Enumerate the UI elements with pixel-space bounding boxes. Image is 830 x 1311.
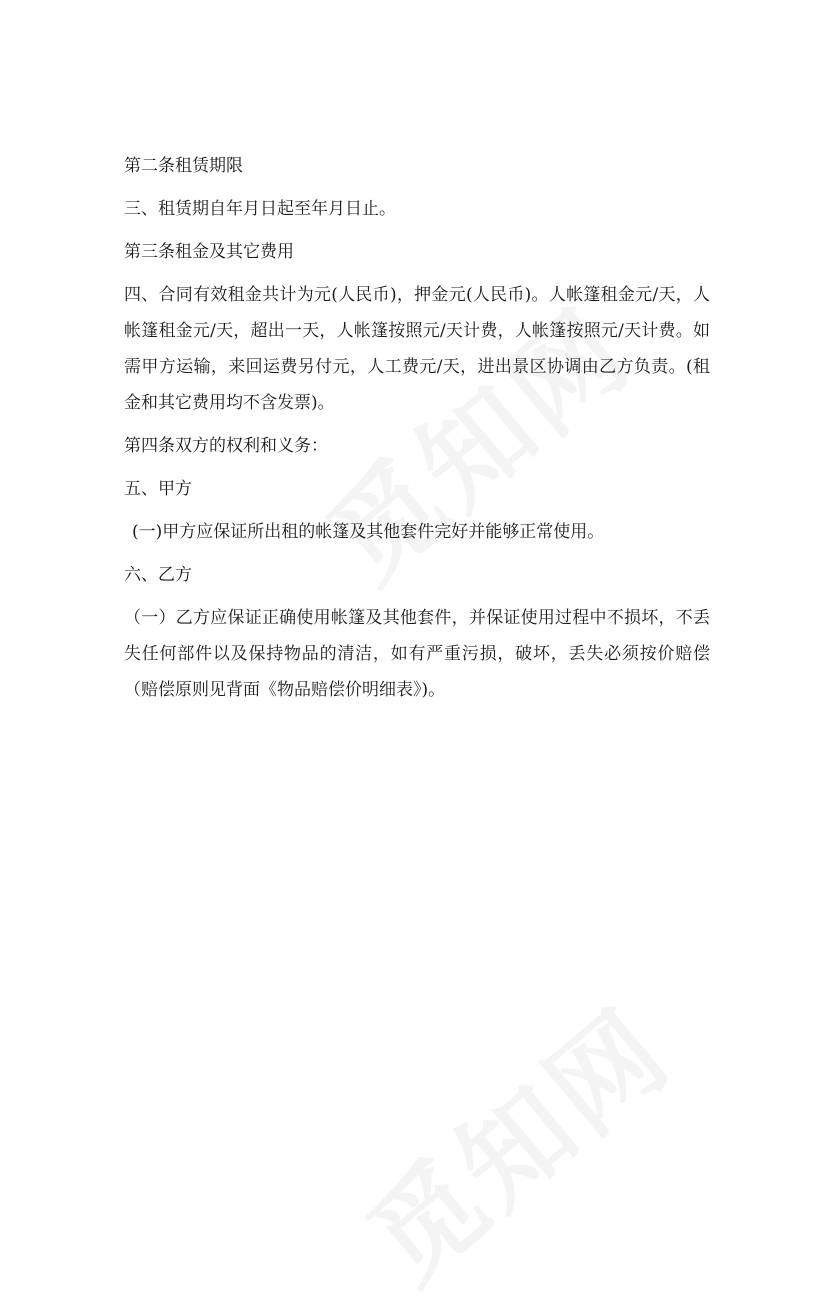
document-body — [124, 148, 710, 715]
clause-party-b-item-1: （一）乙方应保证正确使用帐篷及其他套件，并保证使用过程中不损坏，不丢失任何部件以及保持物品的清洁，如有严重污损，破坏，丢失必须按价赔偿（赔偿原则见背面《物品赔偿价明细表》)。 — [124, 608, 710, 700]
section-heading-rent-fees: 第三条租金及其它费用 — [124, 242, 294, 262]
clause-lease-period: 三、租赁期自年月日起至年月日止。 — [124, 199, 396, 219]
clause-party-b-heading: 六、乙方 — [124, 565, 192, 585]
watermark — [330, 967, 698, 1311]
clause-party-a-heading: 五、甲方 — [124, 479, 192, 499]
section-heading-lease-term: 第二条租赁期限 — [124, 156, 243, 176]
clause-party-a-item-1: (一)甲方应保证所出租的帐篷及其他套件完好并能够正常使用。 — [132, 522, 605, 542]
clause-rent-details: 四、合同有效租金共计为元(人民币)，押金元(人民币)。人帐篷租金元/天，人帐篷租金元/天，超出一天，人帐篷按照元/天计费，人帐篷按照元/天计费。如需甲方运输，来回运费另付元，人工费元/天，进出景区协调由乙方负责。(租金和其它费用均不含发票)。 — [124, 285, 710, 413]
section-heading-rights-obligations: 第四条双方的权利和义务： — [124, 436, 328, 456]
